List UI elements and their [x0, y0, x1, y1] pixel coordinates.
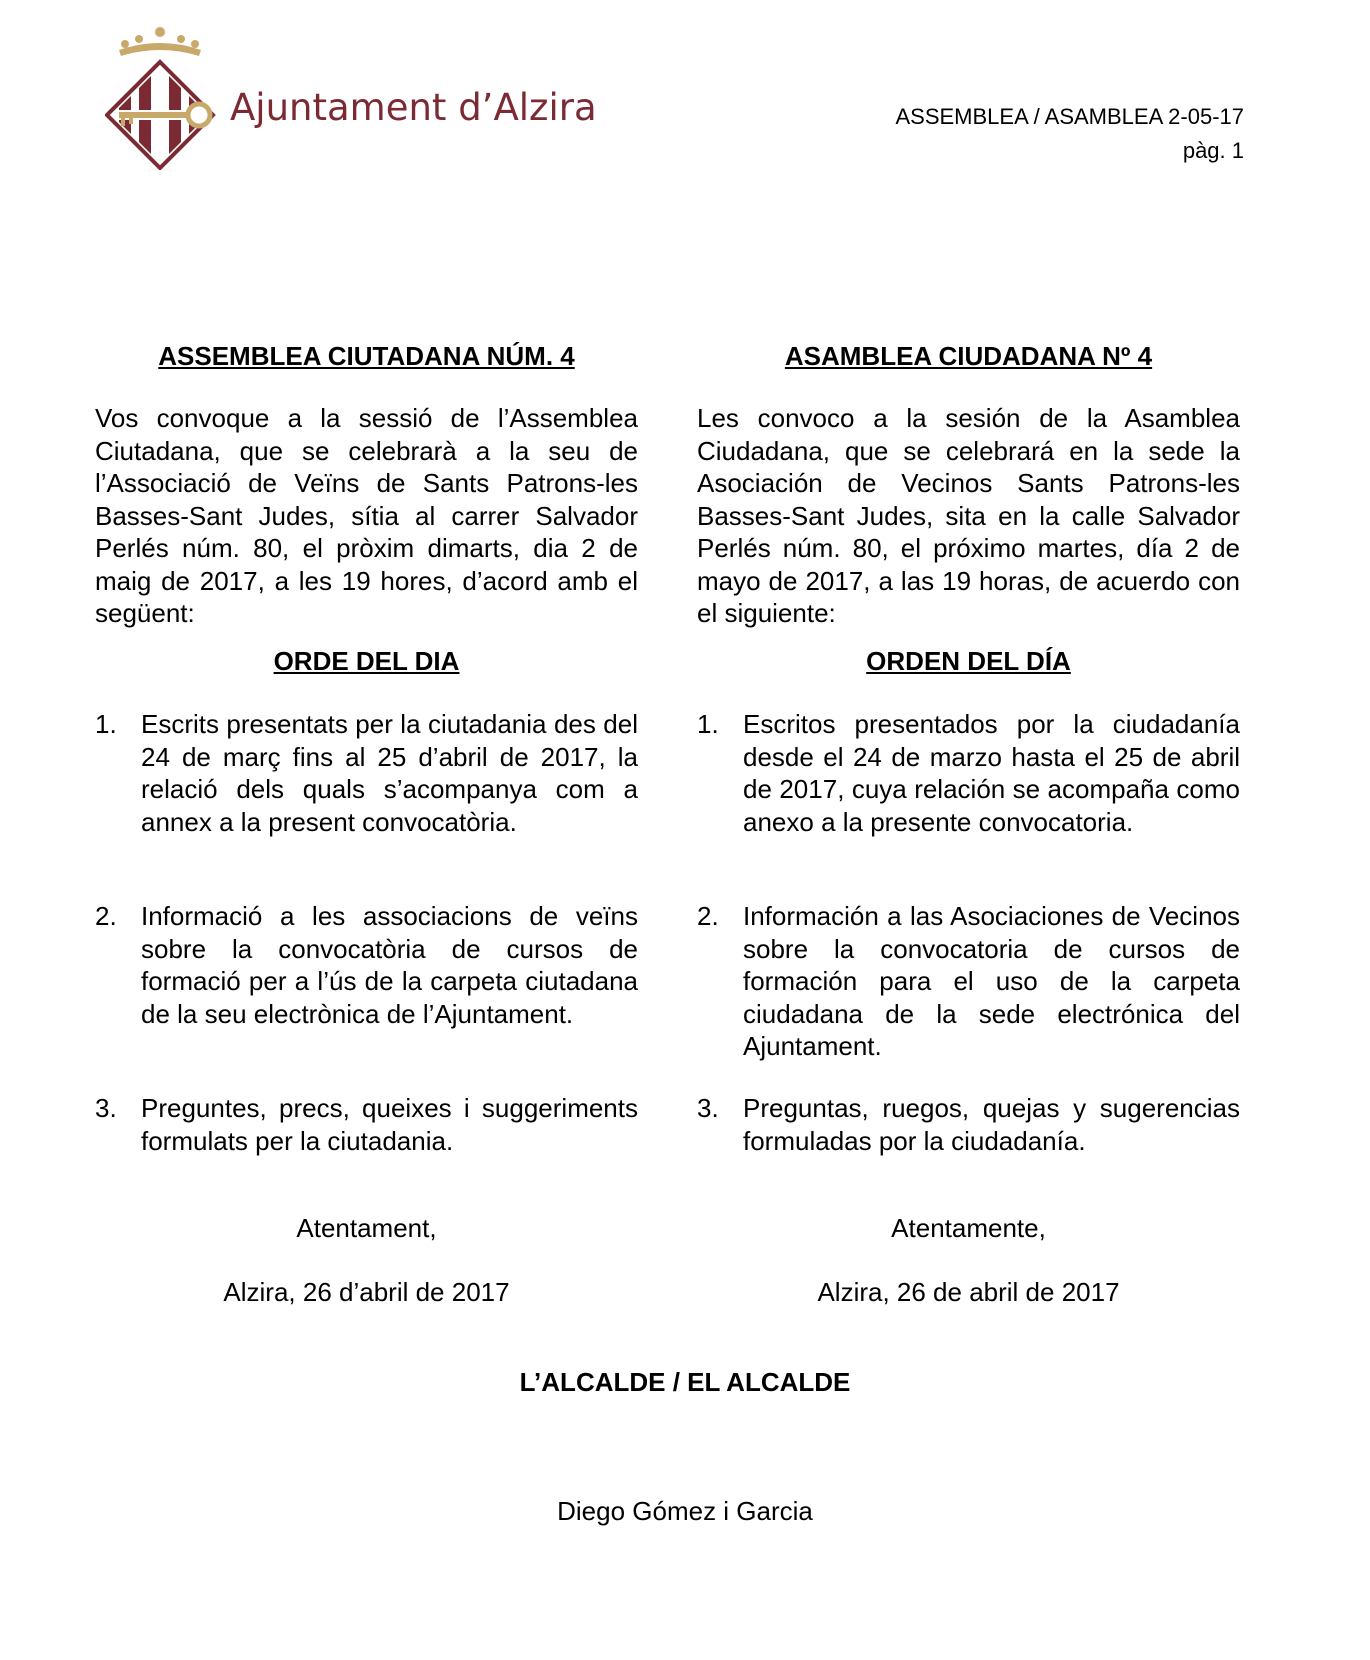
- coat-of-arms-icon: [105, 20, 245, 170]
- agenda-item-number: 3.: [95, 1093, 117, 1123]
- agenda-title-spanish: ORDEN DEL DÍA: [866, 646, 1071, 676]
- agenda-item: [95, 900, 638, 1030]
- date-catalan: Alzira, 26 d’abril de 2017: [223, 1277, 510, 1307]
- agenda-item-number: 2.: [95, 901, 117, 931]
- closing-spanish: Atentamente,: [891, 1213, 1046, 1243]
- page-number: pàg. 1: [1182, 138, 1244, 163]
- agenda-item-number: 1.: [697, 709, 719, 739]
- date-spanish: Alzira, 26 de abril de 2017: [817, 1277, 1120, 1307]
- agenda-item-text: Preguntas, ruegos, quejas y sugerencias formuladas por la ciudadanía.: [743, 1093, 1240, 1156]
- agenda-item-number: 3.: [697, 1093, 719, 1123]
- agenda-item: [95, 708, 638, 838]
- closing-catalan: Atentament,: [296, 1213, 437, 1243]
- agenda-item-number: 1.: [95, 709, 117, 739]
- agenda-item-text: Preguntes, precs, queixes i suggeriments formulats per la ciutadania.: [141, 1093, 638, 1156]
- crown-icon: [119, 27, 201, 56]
- logo-text: Ajuntament d’Alzira: [230, 86, 597, 129]
- agenda-item-text: Informació a les associacions de veïns sobre la convocatòria de cursos de formació per a l’ús de la carpeta ciutadana de la seu electrònica de l’Ajuntament.: [141, 901, 638, 1029]
- agenda-item-text: Escrits presentats per la ciutadania des del 24 de març fins al 25 d’abril de 2017, la relació dels quals s’acompanya com a annex a la present convocatòria.: [141, 709, 638, 837]
- agenda-item-number: 2.: [697, 901, 719, 931]
- agenda-item-text: Escritos presentados por la ciudadanía desde el 24 de marzo hasta el 25 de abril de 2017, cuya relación se acompaña como anexo a la presente convocatoria.: [743, 709, 1240, 837]
- signature-name: Diego Gómez i Garcia: [557, 1496, 813, 1526]
- agenda-item: [697, 1092, 1240, 1157]
- title-spanish: ASAMBLEA CIUDADANA Nº 4: [784, 341, 1153, 371]
- document-reference: ASSEMBLEA / ASAMBLEA 2-05-17: [895, 104, 1244, 129]
- intro-catalan: Vos convoque a la sessió de l’Assemblea Ciutadana, que se celebrarà a la seu de l’Associació de Veïns de Sants Patrons-les Basses-Sant Judes, sítia al carrer Salvador Perlés núm. 80, el pròxim dimarts, dia 2 de maig de 2017, a les 19 hores, d’acord amb el següent:: [95, 403, 638, 628]
- title-catalan: ASSEMBLEA CIUTADANA NÚM. 4: [158, 341, 575, 371]
- signature-title: L’ALCALDE / EL ALCALDE: [519, 1367, 851, 1397]
- agenda-title-catalan: ORDE DEL DIA: [273, 646, 460, 676]
- agenda-item: [95, 1092, 638, 1157]
- agenda-item: [697, 900, 1240, 1063]
- agenda-item: [697, 708, 1240, 838]
- intro-spanish: Les convoco a la sesión de la Asamblea Ciudadana, que se celebrará en la sede la Asociación de Vecinos Sants Patrons-les Basses-Sant Judes, sita en la calle Salvador Perlés núm. 80, el próximo martes, día 2 de mayo de 2017, a las 19 horas, de acuerdo con el siguiente:: [697, 403, 1240, 628]
- agenda-item-text: Información a las Asociaciones de Vecinos sobre la convocatoria de cursos de formación para el uso de la carpeta ciudadana de la sede electrónica del Ajuntament.: [743, 901, 1240, 1061]
